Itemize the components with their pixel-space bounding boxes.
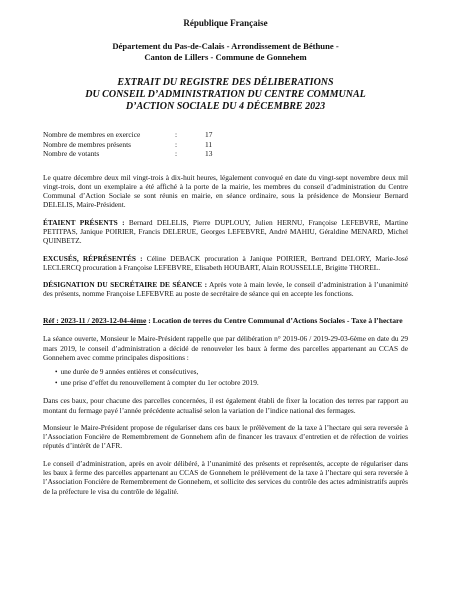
body-paragraph-1: La séance ouverte, Monsieur le Maire-Président rappelle que par délibération n° 2019-06 / 2019-29-03-6ème en date du 29 mars 2019, le conseil d’administration a décidé de renouveler les baux à ferme des parcelles appartenant au CCAS de Gonnehem avec comme principales dispositions :: [43, 334, 408, 362]
stat-colon: :: [175, 130, 178, 139]
extract-title: [43, 77, 408, 113]
stat-label: Nombre de votants: [43, 149, 100, 158]
excuses-list: Céline DEBACK procuration à Janique POIRIER, Bertrand DELORY, Marie-José LECLERCQ procuration à Françoise LEFEBVRE, Elisabeth HOUBART, Alain ROUSSELLE, Brigitte THOREL.: [43, 253, 408, 272]
secretary-label: DÉSIGNATION DU SECRÉTAIRE DE SÉANCE :: [43, 280, 208, 290]
stat-row: [43, 130, 408, 140]
stat-colon: :: [175, 149, 178, 158]
deliberation-reference: Réf : 2023-11 / 2023-12-04-4ème: [43, 315, 147, 325]
list-item: • une durée de 9 années entières et consécutives,: [55, 367, 408, 378]
republic-heading: République Française: [183, 18, 268, 28]
presents-paragraph: [43, 218, 408, 246]
body-paragraph-4: Le conseil d’administration, après en avoir délibéré, à l’unanimité des présents et représentés, accepte de régulariser dans les baux à ferme des parcelles appartenant au CCAS de Gonnehem le prélèvement de la taxe à l’hectare qui sera reversée à l’Association Foncière de Remembrement de Gonnehem, et sollicite des services du contrôle des actes administratifs auprès de la préfecture le visa du contrôle de légalité.: [43, 458, 408, 496]
stat-label: Nombre de membres en exercice: [43, 130, 141, 139]
deliberation-title: [43, 316, 408, 326]
department-line-1: Département du Pas-de-Calais - Arrondissement de Béthune -: [112, 41, 339, 51]
extract-title-line-1: EXTRAIT DU REGISTRE DES DÉLIBERATIONS: [117, 77, 334, 88]
secretary-text: Après vote à main levée, le conseil d’administration à l’unanimité des présents, nomme Françoise LEFEBVRE au poste de secrétaire de séance qui en accepte les fonctions.: [43, 280, 408, 299]
stat-colon: :: [175, 139, 178, 149]
member-stats: [43, 130, 408, 159]
excuses-label: EXCUSÉS, RÉPRÉSENTÉS :: [43, 253, 143, 263]
extract-title-line-2: DU CONSEIL D’ADMINISTRATION DU CENTRE COMMUNAL: [85, 89, 366, 100]
secretary-paragraph: [43, 280, 408, 299]
stat-value: 13: [205, 149, 213, 158]
stat-value: 11: [205, 139, 213, 149]
presents-list: Bernard DELELIS, Pierre DUPLOUY, Julien HERNU, Françoise LEFEBVRE, Martine PETITPAS, Janique POIRIER, Francis DELERUE, Georges LEFEBVRE, André MAHIU, Géraldine MENARD, Michel QUINBETZ.: [43, 217, 409, 246]
stat-row: [43, 149, 408, 159]
body-paragraph-2: Dans ces baux, pour chacune des parcelles concernées, il est également établi de fixer la location des terres par rapport au montant du fermage payé l’année précédente actualisé selon la variation de l’indice national des fermages.: [43, 396, 408, 415]
presents-label: ÉTAIENT PRÉSENTS :: [43, 217, 125, 227]
stat-label: Nombre de membres présents: [43, 139, 132, 149]
deliberation-subject: : Location de terres du Centre Communal d’Actions Sociales - Taxe à l’hectare: [146, 315, 403, 325]
body-paragraph-3: Monsieur le Maire-Président propose de régulariser dans ces baux le prélèvement de la taxe à l’hectare qui sera reversée à l’Association Foncière de Remembrement de Gonnehem afin de financer les travaux d’entretien et de réfection de voiries réputés d’intérêt de l’AFR.: [43, 422, 408, 451]
stat-value: 17: [205, 130, 213, 139]
dispositions-list: [43, 367, 408, 388]
extract-title-line-3: D’ACTION SOCIALE DU 4 DÉCEMBRE 2023: [125, 101, 326, 112]
list-item: • une prise d’effet du renouvellement à compter du 1er octobre 2019.: [55, 378, 408, 389]
excuses-paragraph: [43, 254, 408, 273]
department-heading: [43, 41, 408, 63]
intro-paragraph: Le quatre décembre deux mil vingt-trois à dix-huit heures, légalement convoqué en date du vingt-sept novembre deux mil vingt-trois, dont un exemplaire a été affiché à la porte de la mairie, les membres du conseil d’administration du Centre Communal d’Action Sociale se sont réunis en mairie, en séance ordinaire, sous la présidence de Monsieur Bernard DELELIS, Maire-Président.: [43, 172, 408, 210]
stat-row: [43, 140, 408, 150]
department-line-2: Canton de Lillers - Commune de Gonnehem: [144, 52, 307, 62]
